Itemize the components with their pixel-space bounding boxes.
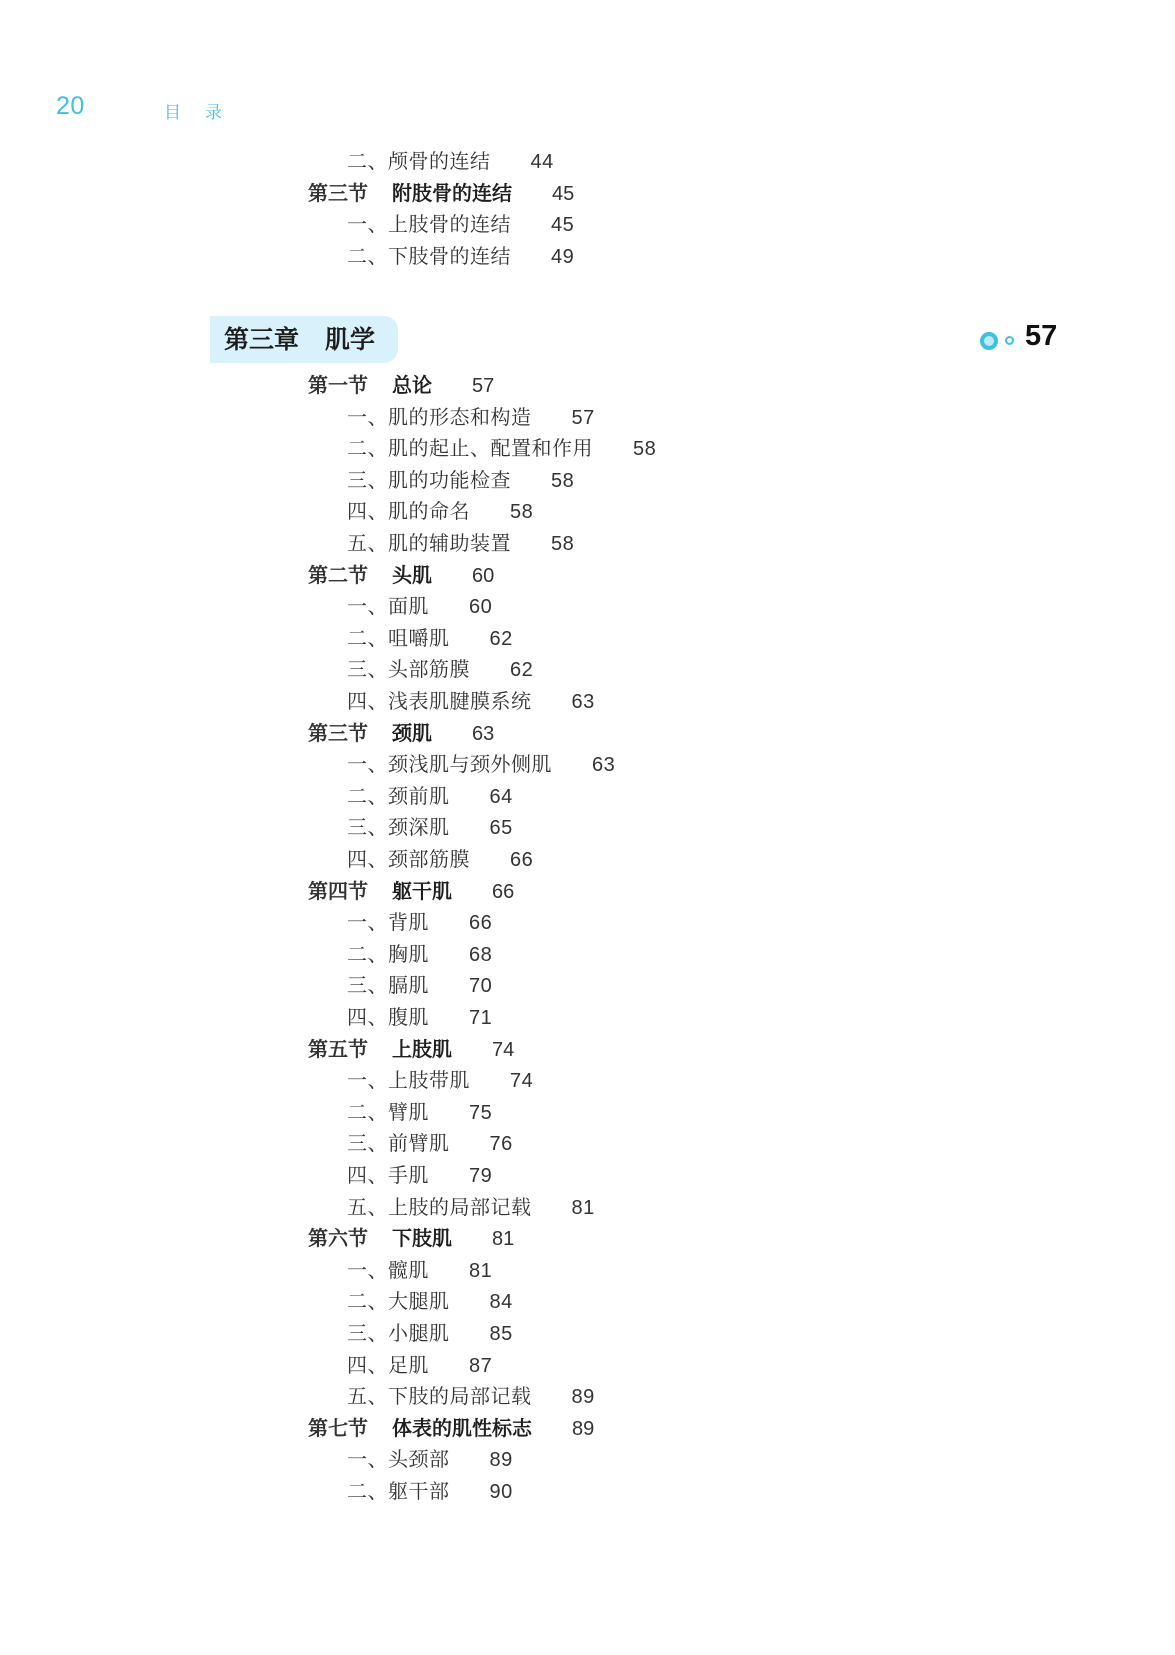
entry-page-number: 71: [469, 1007, 493, 1029]
entry-page-number: 63: [592, 754, 616, 777]
entry-title: 颈肌: [392, 720, 432, 745]
toc-section-entry[interactable]: [308, 1034, 514, 1064]
entry-page-number: 60: [472, 564, 495, 587]
toc-subsection-entry[interactable]: [347, 146, 554, 176]
entry-page-number: 49: [551, 245, 575, 268]
toc-subsection-entry[interactable]: [347, 1002, 492, 1032]
entry-page-number: 45: [552, 182, 575, 205]
entry-page-number: 81: [571, 1196, 595, 1219]
entry-title: 二、颅骨的连结: [347, 149, 491, 173]
section-number: 第四节: [308, 878, 368, 903]
toc-subsection-entry[interactable]: [347, 812, 513, 842]
entry-title: 二、下肢骨的连结: [347, 243, 511, 268]
chapter-title: 肌学: [325, 325, 376, 354]
entry-page-number: 63: [571, 691, 595, 713]
entry-page-number: 85: [489, 1323, 513, 1345]
toc-subsection-entry[interactable]: [347, 1318, 513, 1348]
entry-title: 头肌: [392, 562, 432, 587]
entry-page-number: 74: [492, 1038, 515, 1061]
entry-title: 躯干肌: [392, 878, 452, 903]
entry-page-number: 66: [469, 912, 493, 935]
entry-title: 五、上肢的局部记载: [347, 1194, 532, 1219]
toc-subsection-entry[interactable]: [347, 591, 492, 621]
entry-page-number: 64: [489, 785, 513, 808]
entry-title: 二、肌的起止、配置和作用: [347, 436, 593, 461]
toc-subsection-entry[interactable]: [347, 1286, 513, 1316]
entry-title: 一、面肌: [347, 594, 429, 619]
entry-title: 一、上肢带肌: [347, 1068, 470, 1093]
entry-title: 一、上肢骨的连结: [347, 212, 511, 237]
entry-page-number: 84: [489, 1291, 513, 1314]
toc-subsection-entry[interactable]: [347, 465, 574, 495]
entry-page-number: 90: [489, 1481, 513, 1503]
toc-subsection-entry[interactable]: [347, 1350, 492, 1380]
entry-title: 四、肌的命名: [347, 499, 470, 524]
entry-page-number: 58: [633, 438, 657, 461]
section-number: 第三节: [308, 720, 368, 745]
entry-title: 上肢肌: [392, 1036, 452, 1061]
entry-title: 一、头颈部: [347, 1447, 450, 1472]
toc-section-entry[interactable]: [308, 370, 494, 400]
entry-title: 三、膈肌: [347, 973, 429, 998]
toc-subsection-entry[interactable]: [347, 1444, 513, 1474]
entry-page-number: 62: [510, 659, 534, 682]
toc-subsection-entry[interactable]: [347, 939, 492, 969]
toc-subsection-entry[interactable]: [347, 1065, 533, 1095]
toc-subsection-entry[interactable]: [347, 209, 574, 239]
entry-page-number: 79: [469, 1165, 493, 1187]
entry-page-number: 74: [510, 1070, 534, 1093]
entry-title: 附肢骨的连结: [392, 180, 512, 205]
entry-page-number: 58: [551, 533, 575, 555]
toc-subsection-entry[interactable]: [347, 1381, 595, 1411]
chapter-page-number: 57: [1025, 320, 1058, 352]
chapter-label: [224, 322, 375, 358]
entry-page-number: 89: [571, 1386, 595, 1409]
bullet-dot-small: [1005, 336, 1014, 345]
toc-subsection-entry[interactable]: [347, 433, 656, 463]
entry-page-number: 75: [469, 1101, 493, 1124]
entry-page-number: 45: [551, 214, 575, 237]
running-title: 目录: [164, 103, 246, 123]
entry-title: 三、小腿肌: [347, 1321, 450, 1345]
entry-title: 体表的肌性标志: [392, 1415, 532, 1440]
toc-subsection-entry[interactable]: [347, 970, 492, 1000]
section-number: 第三节: [308, 180, 368, 205]
entry-page-number: 44: [530, 151, 554, 173]
toc-subsection-entry[interactable]: [347, 749, 615, 779]
toc-subsection-entry[interactable]: [347, 1476, 513, 1506]
entry-title: 四、颈部筋膜: [347, 847, 470, 871]
section-number: 第五节: [308, 1036, 368, 1061]
toc-subsection-entry[interactable]: [347, 496, 533, 526]
toc-section-entry[interactable]: [308, 178, 574, 208]
toc-subsection-entry[interactable]: [347, 241, 574, 271]
entry-title: 五、肌的辅助装置: [347, 531, 511, 555]
entry-title: 三、肌的功能检查: [347, 467, 511, 492]
entry-title: 二、臂肌: [347, 1099, 429, 1124]
toc-subsection-entry[interactable]: [347, 1097, 492, 1127]
toc-section-entry[interactable]: [308, 1223, 514, 1253]
entry-title: 四、腹肌: [347, 1005, 429, 1029]
toc-subsection-entry[interactable]: [347, 402, 595, 432]
entry-title: 四、足肌: [347, 1352, 429, 1377]
entry-page-number: 58: [510, 501, 534, 524]
entry-title: 一、肌的形态和构造: [347, 404, 532, 429]
toc-subsection-entry[interactable]: [347, 844, 533, 874]
toc-subsection-entry[interactable]: [347, 1192, 595, 1222]
chapter-number: 第三章: [224, 325, 300, 354]
page-number: 20: [56, 92, 85, 120]
entry-page-number: 66: [510, 849, 534, 871]
toc-subsection-entry[interactable]: [347, 528, 574, 558]
entry-page-number: 60: [469, 596, 493, 619]
entry-title: 三、前臂肌: [347, 1131, 450, 1156]
entry-page-number: 87: [469, 1354, 493, 1377]
entry-title: 二、大腿肌: [347, 1289, 450, 1314]
entry-page-number: 57: [472, 375, 495, 397]
entry-title: 一、髋肌: [347, 1257, 429, 1282]
section-number: 第一节: [308, 373, 368, 397]
entry-title: 三、颈深肌: [347, 815, 450, 840]
entry-page-number: 89: [489, 1449, 513, 1472]
toc-section-entry[interactable]: [308, 876, 514, 906]
toc-subsection-entry[interactable]: [347, 623, 513, 653]
entry-page-number: 57: [571, 406, 595, 429]
entry-title: 一、颈浅肌与颈外侧肌: [347, 752, 552, 777]
entry-page-number: 62: [489, 627, 513, 650]
entry-title: 五、下肢的局部记载: [347, 1384, 532, 1409]
entry-page-number: 58: [551, 469, 575, 492]
entry-page-number: 66: [492, 880, 515, 903]
toc-subsection-entry[interactable]: [347, 1128, 513, 1158]
toc-subsection-entry[interactable]: [347, 1160, 492, 1190]
toc-subsection-entry[interactable]: [347, 781, 513, 811]
entry-page-number: 89: [572, 1417, 595, 1440]
entry-title: 二、颈前肌: [347, 783, 450, 808]
entry-page-number: 81: [492, 1228, 515, 1251]
bullet-dot-large: [980, 332, 998, 350]
entry-title: 二、咀嚼肌: [347, 625, 450, 650]
entry-title: 总论: [392, 373, 432, 397]
toc-subsection-entry[interactable]: [347, 1255, 492, 1285]
entry-title: 四、手肌: [347, 1163, 429, 1187]
toc-subsection-entry[interactable]: [347, 686, 595, 716]
entry-page-number: 81: [469, 1259, 493, 1282]
toc-section-entry[interactable]: [308, 1413, 594, 1443]
chapter-heading[interactable]: [210, 316, 1175, 363]
section-number: 第七节: [308, 1415, 368, 1440]
entry-page-number: 68: [469, 943, 493, 966]
toc-section-entry[interactable]: [308, 718, 494, 748]
section-number: 第六节: [308, 1226, 368, 1251]
toc-subsection-entry[interactable]: [347, 654, 533, 684]
entry-page-number: 76: [489, 1133, 513, 1156]
entry-page-number: 63: [472, 722, 495, 745]
entry-title: 三、头部筋膜: [347, 657, 470, 682]
section-number: 第二节: [308, 562, 368, 587]
toc-subsection-entry[interactable]: [347, 907, 492, 937]
entry-title: 二、胸肌: [347, 941, 429, 966]
toc-section-entry[interactable]: [308, 560, 494, 590]
entry-page-number: 70: [469, 975, 493, 998]
entry-page-number: 65: [489, 817, 513, 840]
entry-title: 二、躯干部: [347, 1479, 450, 1503]
entry-title: 下肢肌: [392, 1226, 452, 1251]
entry-title: 四、浅表肌腱膜系统: [347, 689, 532, 713]
entry-title: 一、背肌: [347, 910, 429, 935]
